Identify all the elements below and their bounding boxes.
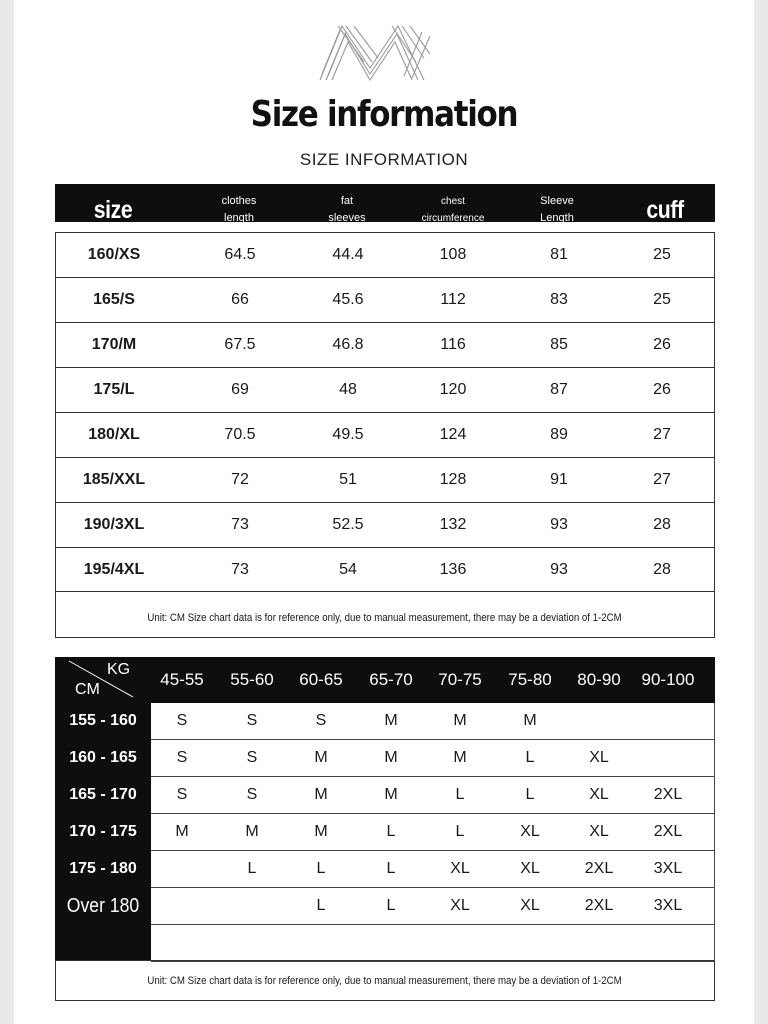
table-cell: 44.4 [332, 246, 364, 263]
table-row [55, 232, 715, 277]
corner-label-cm: CM [75, 681, 100, 698]
recommended-size-cell: L [316, 860, 326, 877]
table-row [55, 322, 715, 367]
height-range-label: 160 - 165 [69, 749, 137, 766]
table-cell: 64.5 [224, 246, 256, 263]
recommended-size-cell: 2XL [653, 823, 683, 840]
size-measurement-table [55, 184, 715, 638]
size-label: 180/XL [88, 426, 140, 443]
table-cell: 49.5 [332, 426, 364, 443]
recommended-size-cell [149, 851, 215, 887]
weight-range-header: 75-80 [508, 670, 552, 689]
recommended-size-cell [149, 925, 215, 961]
recommended-size-cell: XL [520, 897, 540, 914]
recommended-size-cell [427, 925, 493, 961]
column-header-chest-circumference: chest circumference [421, 196, 485, 224]
weight-range-header: 60-65 [299, 670, 343, 689]
table-row [55, 502, 715, 547]
recommended-size-cell: L [247, 860, 257, 877]
size-label: 185/XXL [82, 471, 146, 488]
table-cell: 45.6 [332, 291, 364, 308]
recommended-size-cell: 2XL [584, 860, 614, 877]
table-row [55, 547, 715, 592]
recommended-size-cell: L [525, 786, 535, 803]
size-table-note: Unit: CM Size chart data is for reference only, due to manual measurement, there may be a deviation of 1-2CM [55, 592, 715, 638]
recommended-size-cell: M [453, 712, 467, 729]
recommended-size-cell: M [384, 712, 398, 729]
table-cell: 28 [653, 516, 671, 533]
table-cell: 91 [550, 471, 568, 488]
recommended-size-cell: XL [589, 786, 609, 803]
height-weight-fit-table [55, 657, 715, 1001]
table-cell: 26 [653, 336, 671, 353]
table-cell: 66 [231, 291, 249, 308]
table-cell: 83 [550, 291, 568, 308]
table-row [55, 740, 715, 777]
recommended-size-cell: L [316, 897, 326, 914]
recommended-size-cell [358, 925, 424, 961]
height-range-label: 175 - 180 [69, 860, 137, 877]
height-range-label: 170 - 175 [69, 823, 137, 840]
recommended-size-cell [566, 703, 632, 739]
height-range-label: 165 - 170 [69, 786, 137, 803]
height-range-label: 155 - 160 [69, 712, 137, 729]
table-cell: 54 [339, 561, 357, 578]
recommended-size-cell: XL [520, 823, 540, 840]
column-header-cuff: cuff [646, 196, 684, 224]
recommended-size-cell: S [176, 749, 188, 766]
recommended-size-cell: M [314, 823, 328, 840]
size-table-header [55, 184, 715, 222]
recommended-size-cell [635, 703, 701, 739]
table-cell: 27 [653, 426, 671, 443]
table-cell: 112 [440, 291, 466, 308]
recommended-size-cell: 3XL [653, 860, 683, 877]
table-cell: 93 [550, 561, 568, 578]
recommended-size-cell: M [453, 749, 467, 766]
recommended-size-cell: 2XL [653, 786, 683, 803]
recommended-size-cell: S [176, 712, 188, 729]
table-row [55, 703, 715, 740]
table-cell: 70.5 [224, 426, 256, 443]
height-range-label [55, 925, 151, 961]
recommended-size-cell: L [455, 823, 465, 840]
column-header-clothes-length: clothes length [221, 195, 257, 224]
recommended-size-cell: L [386, 897, 396, 914]
recommended-size-cell: L [386, 823, 396, 840]
weight-range-header: 55-60 [230, 670, 274, 689]
recommended-size-cell: XL [520, 860, 540, 877]
recommended-size-cell [635, 925, 701, 961]
recommended-size-cell: S [315, 712, 327, 729]
table-cell: 67.5 [224, 336, 256, 353]
table-cell: 136 [439, 561, 467, 578]
table-cell: 85 [550, 336, 568, 353]
table-cell: 116 [440, 336, 466, 353]
table-row [55, 888, 715, 925]
table-cell: 26 [653, 381, 671, 398]
recommended-size-cell: L [455, 786, 465, 803]
recommended-size-cell [219, 888, 285, 924]
table-cell: 28 [653, 561, 671, 578]
recommended-size-cell [497, 925, 563, 961]
column-header-sleeve-length: Sleeve Length [540, 195, 574, 224]
table-cell: 48 [339, 381, 357, 398]
table-cell: 73 [231, 516, 249, 533]
size-label: 170/M [91, 336, 137, 353]
table-cell: 73 [231, 561, 249, 578]
recommended-size-cell: S [246, 712, 258, 729]
table-cell: 51 [339, 471, 357, 488]
table-cell: 25 [653, 246, 671, 263]
recommended-size-cell: M [245, 823, 259, 840]
table-row [55, 925, 715, 962]
table-row [55, 851, 715, 888]
fit-table-header [55, 657, 715, 703]
table-cell: 128 [439, 471, 467, 488]
table-cell: 46.8 [332, 336, 364, 353]
table-row [55, 814, 715, 851]
recommended-size-cell: M [314, 786, 328, 803]
table-cell: 81 [550, 246, 568, 263]
table-cell: 132 [439, 516, 467, 533]
recommended-size-cell [149, 888, 215, 924]
weight-range-header: 80-90 [577, 670, 621, 689]
weight-range-header: 65-70 [369, 670, 413, 689]
recommended-size-cell [566, 925, 632, 961]
recommended-size-cell: L [525, 749, 535, 766]
table-cell: 108 [439, 246, 467, 263]
table-row [55, 367, 715, 412]
size-label: 160/XS [87, 246, 141, 263]
weight-range-header: 45-55 [160, 670, 204, 689]
recommended-size-cell: M [384, 749, 398, 766]
recommended-size-cell [288, 925, 354, 961]
recommended-size-cell: XL [450, 897, 470, 914]
recommended-size-cell: M [175, 823, 189, 840]
recommended-size-cell: L [386, 860, 396, 877]
diagonal-divider-icon [55, 657, 151, 703]
table-cell: 27 [653, 471, 671, 488]
recommended-size-cell: S [246, 749, 258, 766]
recommended-size-cell: M [314, 749, 328, 766]
page-title: Size information [250, 94, 518, 135]
brand-logo-icon [312, 18, 452, 88]
recommended-size-cell: M [384, 786, 398, 803]
recommended-size-cell: XL [589, 823, 609, 840]
recommended-size-cell [219, 925, 285, 961]
table-cell: 93 [550, 516, 568, 533]
recommended-size-cell: 3XL [653, 897, 683, 914]
table-row [55, 777, 715, 814]
size-label: 195/4XL [83, 561, 145, 578]
table-row [55, 412, 715, 457]
corner-label-kg: KG [107, 661, 131, 678]
recommended-size-cell: S [176, 786, 188, 803]
table-cell: 72 [231, 471, 249, 488]
column-header-size: size [93, 196, 133, 224]
table-cell: 89 [550, 426, 568, 443]
table-cell: 87 [550, 381, 568, 398]
table-cell: 69 [231, 381, 249, 398]
fit-table-corner [55, 657, 151, 703]
fit-table-body [55, 703, 715, 962]
size-label: 165/S [93, 291, 135, 308]
recommended-size-cell: 2XL [584, 897, 614, 914]
height-range-label: Over 180 [66, 895, 140, 917]
size-label: 190/3XL [83, 516, 145, 533]
weight-range-header: 70-75 [438, 670, 482, 689]
table-cell: 52.5 [332, 516, 364, 533]
table-row [55, 457, 715, 502]
page-subtitle: SIZE INFORMATION [299, 150, 469, 169]
weight-range-header: 90-100 [641, 670, 695, 689]
recommended-size-cell: XL [450, 860, 470, 877]
table-cell: 25 [653, 291, 671, 308]
recommended-size-cell: M [523, 712, 537, 729]
recommended-size-cell: XL [589, 749, 609, 766]
table-cell: 120 [439, 381, 467, 398]
recommended-size-cell: S [246, 786, 258, 803]
recommended-size-cell [635, 740, 701, 776]
size-label: 175/L [93, 381, 135, 398]
table-cell: 124 [439, 426, 467, 443]
fit-table-note: Unit: CM Size chart data is for reference only, due to manual measurement, there may be a deviation of 1-2CM [55, 960, 715, 1001]
table-row [55, 277, 715, 322]
column-header-fat-sleeves: fat sleeves [328, 195, 366, 224]
size-table-body [55, 232, 715, 592]
